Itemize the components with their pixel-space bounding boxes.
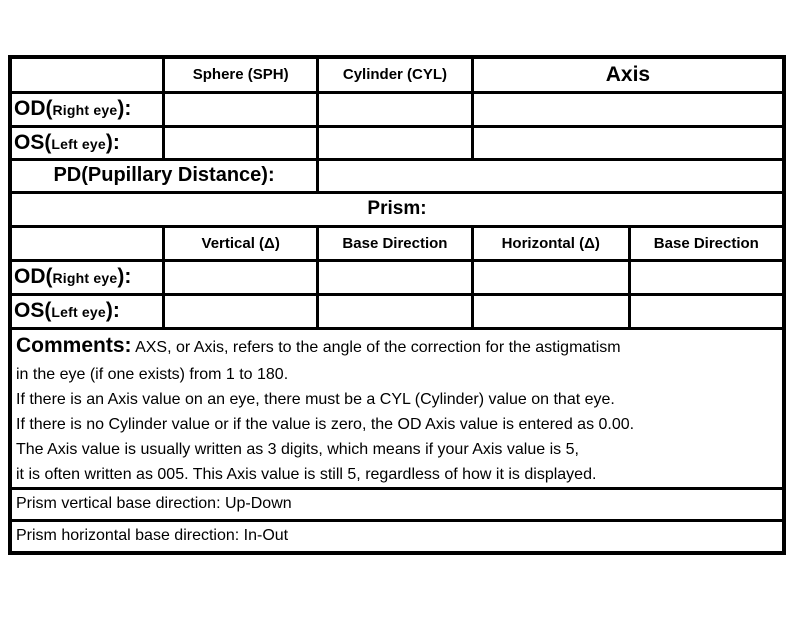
prism-horizontal-base-column-header: Base Direction xyxy=(629,226,784,260)
od-sphere-field[interactable] xyxy=(164,92,318,126)
os-cylinder-field[interactable] xyxy=(318,126,473,159)
pd-field[interactable] xyxy=(318,159,784,192)
os-label-eye-text: Left eye xyxy=(51,304,106,320)
od-cylinder-field[interactable] xyxy=(318,92,473,126)
comments-first-line xyxy=(16,331,776,362)
comments-line: If there is no Cylinder value or if the value is zero, the OD Axis value is entered as 0.00. xyxy=(16,415,635,433)
prism-horizontal-base-note: Prism horizontal base direction: In-Out xyxy=(10,520,784,553)
comments-first-line-text: AXS, or Axis, refers to the angle of the correction for the astigmatism xyxy=(131,338,621,356)
od-axis-field[interactable] xyxy=(472,92,784,126)
od-label-prefix: OD( xyxy=(14,97,53,120)
prism-os-vertical-base-field[interactable] xyxy=(318,294,473,328)
prism-vertical-base-column-header: Base Direction xyxy=(318,226,473,260)
os-label-eye-text: Left eye xyxy=(51,135,106,152)
comments-line: If there is an Axis value on an eye, there must be a CYL (Cylinder) value on that eye. xyxy=(16,390,615,408)
cylinder-column-header: Cylinder (CYL) xyxy=(318,57,473,92)
prism-os-row-label xyxy=(10,294,164,328)
prescription-table xyxy=(8,55,786,555)
comments-line: it is often written as 005. This Axis value is still 5, regardless of how it is displayed. xyxy=(16,465,597,483)
prism-od-horizontal-field[interactable] xyxy=(472,260,629,294)
os-axis-field[interactable] xyxy=(472,126,784,159)
od-label-suffix: ): xyxy=(117,97,132,120)
prism-os-horizontal-base-field[interactable] xyxy=(629,294,784,328)
prism-corner-empty-cell xyxy=(10,226,164,260)
od-label-suffix: ): xyxy=(117,265,132,288)
os-sphere-field[interactable] xyxy=(164,126,318,159)
axis-column-header: Axis xyxy=(472,57,784,92)
os-row-label xyxy=(10,126,164,159)
comments-line: in the eye (if one exists) from 1 to 180. xyxy=(16,365,289,383)
prism-os-vertical-field[interactable] xyxy=(164,294,318,328)
od-label-prefix: OD( xyxy=(14,265,53,288)
prism-od-vertical-field[interactable] xyxy=(164,260,318,294)
prism-vertical-column-header: Vertical (Δ) xyxy=(164,226,318,260)
pd-row-label: PD(Pupillary Distance): xyxy=(10,159,318,192)
prism-od-row-label xyxy=(10,260,164,294)
od-label-eye-text: Right eye xyxy=(52,102,118,118)
od-row-label xyxy=(10,92,164,126)
rx-corner-empty-cell xyxy=(10,57,164,92)
os-label-prefix: OS( xyxy=(14,299,52,322)
os-label-prefix: OS( xyxy=(14,130,52,154)
od-label-eye-text: Right eye xyxy=(52,270,118,286)
prism-od-horizontal-base-field[interactable] xyxy=(629,260,784,294)
prism-section-title: Prism: xyxy=(10,192,784,226)
os-label-suffix: ): xyxy=(105,299,120,322)
prism-os-horizontal-field[interactable] xyxy=(472,294,629,328)
sphere-column-header: Sphere (SPH) xyxy=(164,57,318,92)
prism-vertical-base-note: Prism vertical base direction: Up-Down xyxy=(10,488,784,520)
os-label-suffix: ): xyxy=(105,130,120,154)
prism-horizontal-column-header: Horizontal (Δ) xyxy=(472,226,629,260)
comments-line: The Axis value is usually written as 3 digits, which means if your Axis value is 5, xyxy=(16,440,579,458)
prism-od-vertical-base-field[interactable] xyxy=(318,260,473,294)
comments-label: Comments: xyxy=(16,333,132,357)
comments-block xyxy=(10,328,784,488)
